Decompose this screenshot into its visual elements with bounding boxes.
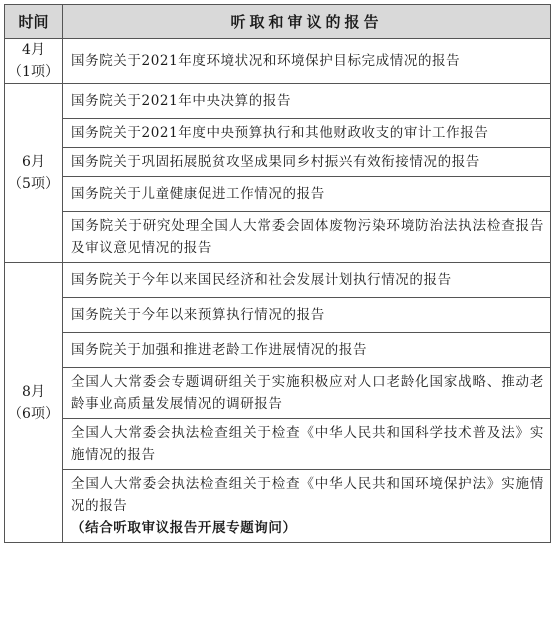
period-cell-june [5,84,63,263]
report-item: 国务院关于2021年度中央预算执行和其他财政收支的审计工作报告 [63,119,551,148]
table-row [5,368,551,419]
report-item: 国务院关于今年以来预算执行情况的报告 [63,298,551,333]
period-count: （6项） [8,405,59,422]
report-item: 全国人大常委会执法检查组关于检查《中华人民共和国科学技术普及法》实施情况的报告 [63,419,551,470]
period-cell-august [5,263,63,543]
table-row [5,148,551,177]
inquiry-note: （结合听取审议报告开展专题询问） [71,520,297,536]
report-item: 国务院关于研究处理全国人大常委会固体废物污染环境防治法执法检查报告及审议意见情况的报告 [63,212,551,263]
report-item-text: 全国人大常委会执法检查组关于检查《中华人民共和国环境保护法》实施情况的报告 [71,476,544,514]
header-reports: 听取和审议的报告 [63,5,551,39]
period-month: 8月 [22,383,45,400]
report-schedule-table [4,4,551,543]
period-count: （1项） [8,64,59,80]
table-row [5,212,551,263]
table-row [5,119,551,148]
table-row [5,177,551,212]
report-item-with-note [63,470,551,543]
period-cell-april [5,39,63,84]
report-item: 全国人大常委会专题调研组关于实施积极应对人口老龄化国家战略、推动老龄事业高质量发展情况的调研报告 [63,368,551,419]
table-row [5,470,551,543]
report-item: 国务院关于巩固拓展脱贫攻坚成果同乡村振兴有效衔接情况的报告 [63,148,551,177]
table-row [5,419,551,470]
table-row [5,333,551,368]
report-item: 国务院关于儿童健康促进工作情况的报告 [63,177,551,212]
header-time: 时间 [5,5,63,39]
report-item: 国务院关于加强和推进老龄工作进展情况的报告 [63,333,551,368]
report-item: 国务院关于今年以来国民经济和社会发展计划执行情况的报告 [63,263,551,298]
table-row [5,84,551,119]
table-header-row [5,5,551,39]
period-count: （5项） [8,176,59,192]
report-item: 国务院关于2021年度环境状况和环境保护目标完成情况的报告 [63,39,551,84]
table-row [5,39,551,84]
table-row [5,263,551,298]
period-month: 4月 [22,42,45,58]
period-month: 6月 [22,154,45,170]
report-item: 国务院关于2021年中央决算的报告 [63,84,551,119]
table-row [5,298,551,333]
